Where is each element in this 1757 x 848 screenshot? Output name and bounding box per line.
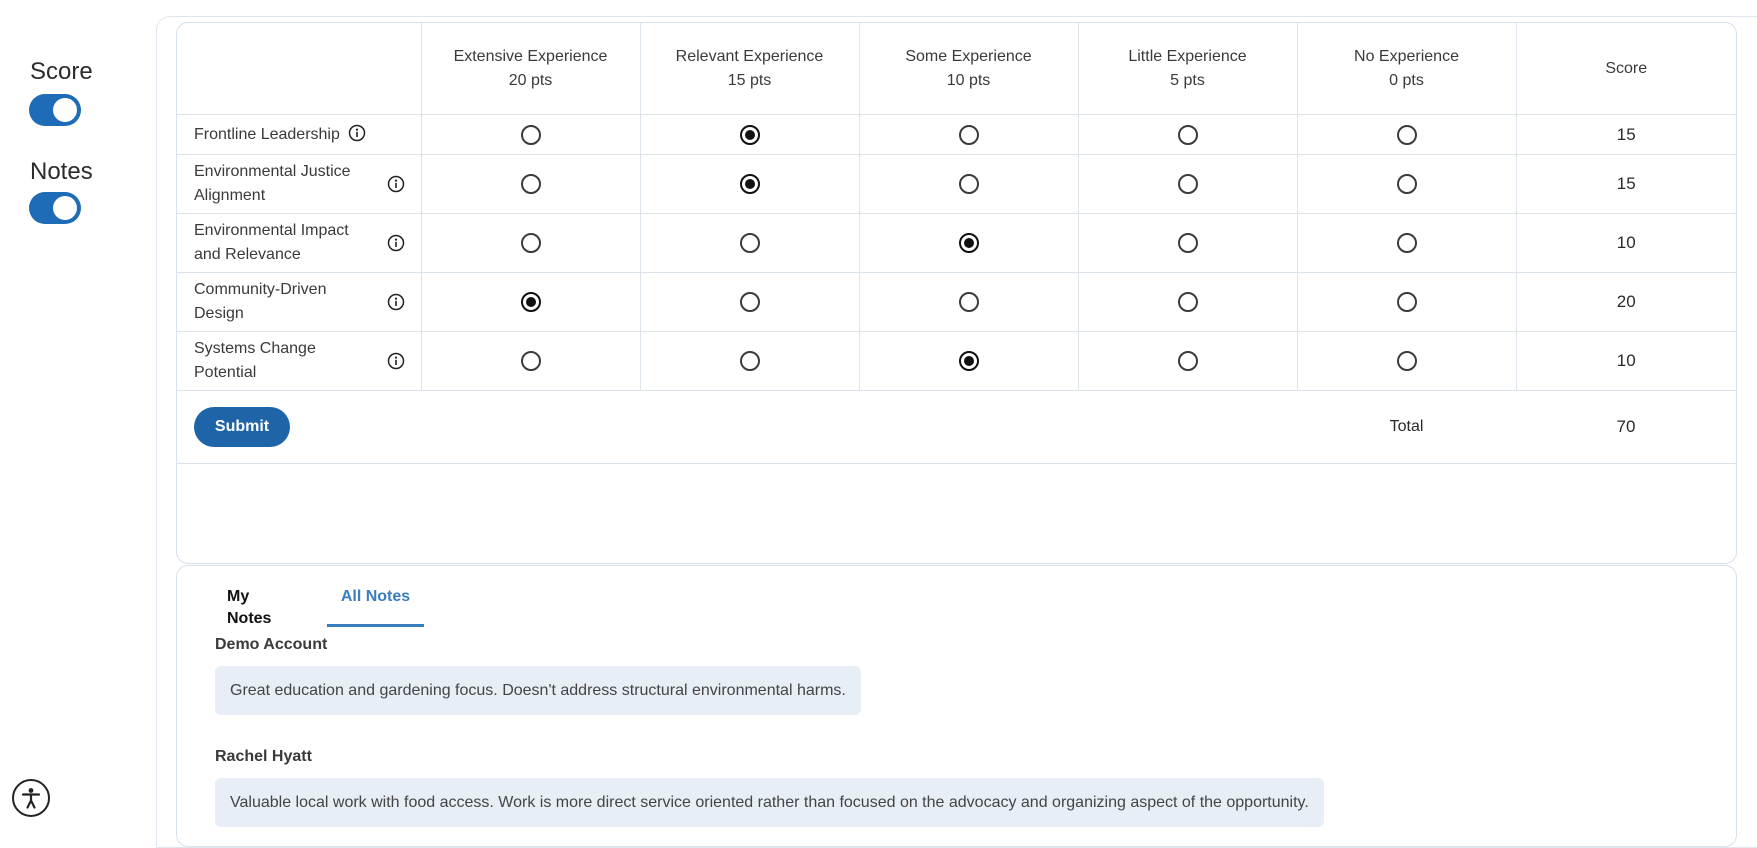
criterion-label: Community-Driven Design	[194, 281, 327, 322]
note-author: Demo Account	[215, 636, 328, 653]
criterion-cell	[177, 273, 421, 332]
rating-cell	[1297, 332, 1516, 391]
criterion-label: Environmental Impact and Relevance	[194, 222, 349, 263]
column-header	[421, 23, 640, 115]
rating-cell	[1297, 155, 1516, 214]
rating-radio[interactable]	[1178, 233, 1198, 253]
column-title: No Experience	[1354, 47, 1459, 65]
rating-cell	[1078, 214, 1297, 273]
note-text: Great education and gardening focus. Doesn't address structural environmental harms.	[215, 666, 861, 715]
criterion-cell	[177, 115, 421, 155]
rating-radio[interactable]	[740, 125, 760, 145]
rating-radio[interactable]	[740, 233, 760, 253]
tab-my-notes[interactable]: My Notes	[227, 588, 272, 627]
rating-radio[interactable]	[1397, 292, 1417, 312]
rating-cell	[421, 214, 640, 273]
rating-radio[interactable]	[521, 174, 541, 194]
criterion-row	[177, 214, 1736, 273]
criterion-row	[177, 115, 1736, 155]
rating-radio[interactable]	[1397, 125, 1417, 145]
rating-radio[interactable]	[1178, 292, 1198, 312]
notes-toggle-label: Notes	[30, 158, 93, 185]
note-text: Valuable local work with food access. Work is more direct service oriented rather than focused on the advocacy and organizing aspect of the opportunity.	[215, 778, 1324, 827]
accessibility-button[interactable]	[12, 779, 50, 817]
criterion-cell	[177, 332, 421, 391]
rating-cell	[640, 155, 859, 214]
rating-cell	[640, 332, 859, 391]
rating-cell	[421, 155, 640, 214]
rating-radio[interactable]	[959, 233, 979, 253]
rating-cell	[421, 332, 640, 391]
column-points: 10 pts	[946, 71, 991, 89]
total-value: 70	[1516, 391, 1736, 464]
criteria-header	[177, 23, 421, 115]
rating-radio[interactable]	[1397, 233, 1417, 253]
toggle-knob	[53, 98, 77, 122]
row-score: 10	[1516, 332, 1736, 391]
info-icon[interactable]	[387, 293, 405, 311]
rating-radio[interactable]	[959, 292, 979, 312]
info-icon[interactable]	[387, 175, 405, 193]
criterion-row	[177, 273, 1736, 332]
accessibility-icon	[17, 784, 45, 812]
rating-radio[interactable]	[521, 125, 541, 145]
rating-cell	[640, 115, 859, 155]
info-icon[interactable]	[387, 234, 405, 252]
rating-radio[interactable]	[1178, 125, 1198, 145]
rating-cell	[421, 115, 640, 155]
notes-card	[176, 565, 1737, 847]
column-header	[859, 23, 1078, 115]
rubric-header-row	[177, 23, 1736, 115]
row-score: 20	[1516, 273, 1736, 332]
criterion-label: Frontline Leadership	[194, 125, 340, 143]
rating-cell	[1078, 115, 1297, 155]
score-toggle[interactable]	[29, 94, 81, 126]
criterion-label: Environmental Justice Alignment	[194, 163, 351, 204]
column-header	[1078, 23, 1297, 115]
rating-radio[interactable]	[740, 174, 760, 194]
submit-cell	[177, 391, 1297, 464]
rating-cell	[421, 273, 640, 332]
rubric-footer-row	[177, 391, 1736, 464]
column-header	[1297, 23, 1516, 115]
rating-radio[interactable]	[1178, 351, 1198, 371]
rating-cell	[859, 332, 1078, 391]
column-points: 15 pts	[727, 71, 772, 89]
total-label: Total	[1297, 391, 1516, 464]
rating-cell	[1078, 273, 1297, 332]
rating-cell	[1297, 273, 1516, 332]
rating-cell	[859, 115, 1078, 155]
rating-radio[interactable]	[521, 292, 541, 312]
note-author: Rachel Hyatt	[215, 748, 312, 765]
column-points: 0 pts	[1389, 71, 1424, 89]
rubric-card	[176, 22, 1737, 564]
score-toggle-label: Score	[30, 58, 93, 85]
rating-radio[interactable]	[1397, 351, 1417, 371]
column-header	[640, 23, 859, 115]
criterion-label: Systems Change Potential	[194, 340, 316, 381]
rating-radio[interactable]	[521, 351, 541, 371]
row-score: 10	[1516, 214, 1736, 273]
criterion-row	[177, 332, 1736, 391]
info-icon[interactable]	[348, 124, 366, 142]
criterion-row	[177, 155, 1736, 214]
notes-toggle[interactable]	[29, 192, 81, 224]
row-score: 15	[1516, 115, 1736, 155]
rating-cell	[1078, 155, 1297, 214]
rating-radio[interactable]	[1397, 174, 1417, 194]
rating-radio[interactable]	[1178, 174, 1198, 194]
criterion-cell	[177, 155, 421, 214]
column-title: Some Experience	[905, 47, 1032, 65]
column-points: 5 pts	[1170, 71, 1205, 89]
rating-cell	[859, 273, 1078, 332]
left-panel	[0, 0, 150, 831]
rating-cell	[859, 155, 1078, 214]
tab-all-notes[interactable]: All Notes	[327, 586, 424, 627]
rating-radio[interactable]	[521, 233, 541, 253]
rating-cell	[1078, 332, 1297, 391]
criterion-cell	[177, 214, 421, 273]
rating-radio[interactable]	[959, 125, 979, 145]
rating-radio[interactable]	[959, 351, 979, 371]
rating-cell	[640, 214, 859, 273]
rating-radio[interactable]	[740, 351, 760, 371]
rating-cell	[1297, 214, 1516, 273]
column-title: Extensive Experience	[453, 47, 608, 65]
rating-radio[interactable]	[740, 292, 760, 312]
rating-cell	[640, 273, 859, 332]
row-score: 15	[1516, 155, 1736, 214]
column-title: Relevant Experience	[675, 47, 824, 65]
submit-button[interactable]: Submit	[194, 407, 290, 447]
score-header: Score	[1516, 23, 1736, 115]
info-icon[interactable]	[387, 352, 405, 370]
rubric-table	[177, 23, 1736, 464]
rating-cell	[1297, 115, 1516, 155]
column-title: Little Experience	[1128, 47, 1247, 65]
toggle-knob	[53, 196, 77, 220]
column-points: 20 pts	[508, 71, 553, 89]
rating-radio[interactable]	[959, 174, 979, 194]
rating-cell	[859, 214, 1078, 273]
